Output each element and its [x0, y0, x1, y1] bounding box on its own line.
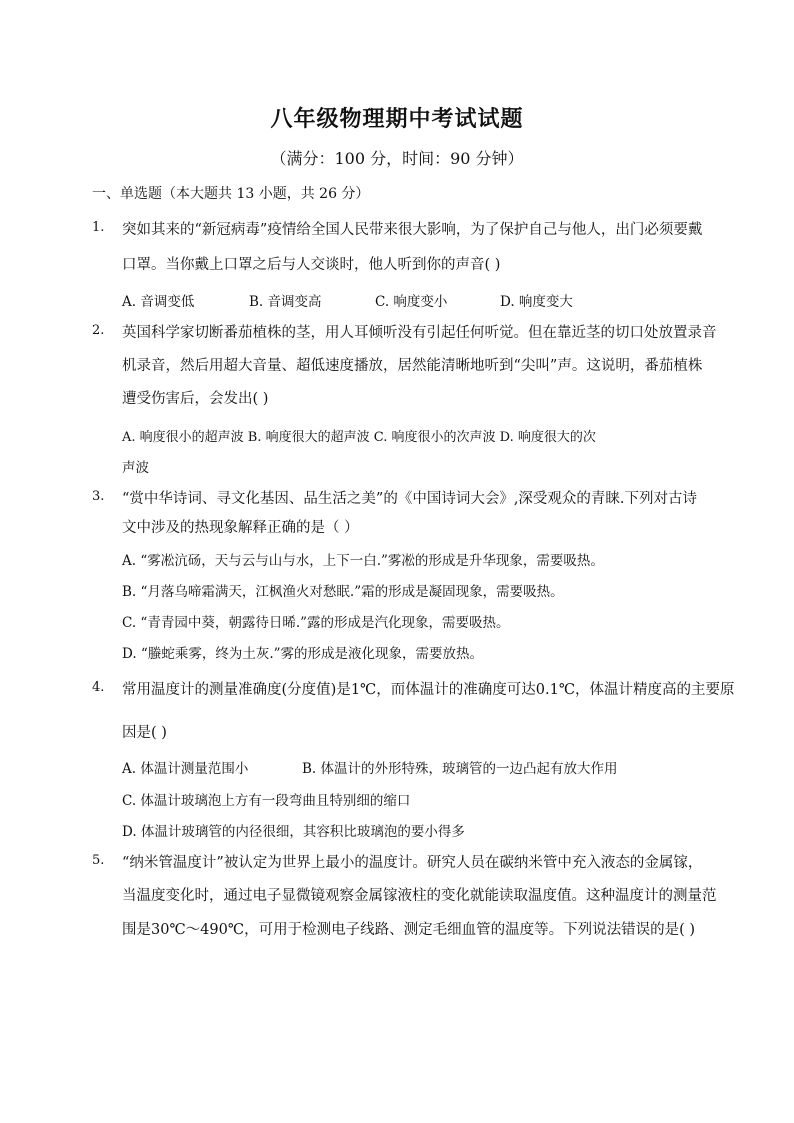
- option-d: D. 体温计玻璃管的内径很细，其容积比玻璃泡的要小得多: [122, 824, 465, 840]
- option-b: B. 体温计的外形特殊，玻璃管的一边凸起有放大作用: [302, 761, 618, 777]
- option-a: A. “雾凇沆砀，天与云与山与水，上下一白.”雾凇的形成是升华现象，需要吸热。: [122, 553, 604, 569]
- option-a: A. 音调变低: [122, 294, 195, 310]
- options-row: A. 响度很小的超声波 B. 响度很大的超声波 C. 响度很小的次声波 D. 响度很大的次: [122, 430, 596, 445]
- question-text-line: “赏中华诗词、寻文化基因、品生活之美”的《中国诗词大会》,深受观众的青睐.下列对古诗: [122, 491, 698, 507]
- option-b: B. “月落乌啼霜满天，江枫渔火对愁眠.”霜的形成是凝固现象，需要吸热。: [122, 584, 564, 600]
- option-c: C. 体温计玻璃泡上方有一段弯曲且特别细的缩口: [122, 793, 411, 809]
- option-d: D. “螣蛇乘雾，终为土灰.”雾的形成是液化现象，需要放热。: [122, 646, 484, 662]
- option-c: C. “青青园中葵，朝露待日晞.”露的形成是汽化现象，需要吸热。: [122, 615, 510, 631]
- option-d: D. 响度变大: [500, 294, 573, 310]
- option-c: C. 响度变小: [375, 294, 448, 310]
- question-number: 3.: [92, 489, 105, 504]
- question-text-line: 常用温度计的测量准确度(分度值)是1℃，而体温计的准确度可达0.1℃，体温计精度高的主要原: [122, 682, 735, 698]
- question-number: 4.: [92, 680, 105, 695]
- question-text-line: 突如其来的“新冠病毒”疫情给全国人民带来很大影响，为了保护自己与他人，出门必须要戴: [122, 222, 703, 238]
- question-number: 5.: [92, 853, 105, 868]
- option-b: B. 音调变高: [249, 294, 322, 310]
- exam-subtitle: （满分：100 分，时间：90 分钟）: [270, 149, 524, 168]
- question-text-line: 英国科学家切断番茄植株的茎，用人耳倾听没有引起任何听觉。但在靠近茎的切口处放置录音: [122, 325, 717, 341]
- question-text-line: 遭受伤害后，会发出( ): [122, 391, 269, 407]
- question-number: 2.: [92, 323, 105, 338]
- question-text-line: “纳米管温度计”被认定为世界上最小的温度计。研究人员在碳纳米管中充入液态的金属镓，: [122, 855, 703, 871]
- question-text-line: 机录音，然后用超大音量、超低速度播放，居然能清晰地听到“尖叫”声。这说明，番茄植株: [122, 358, 703, 374]
- section-heading: 一、单选题（本大题共 13 小题，共 26 分）: [92, 186, 370, 202]
- question-text-line: 当温度变化时，通过电子显微镜观察金属镓液柱的变化就能读取温度值。这种温度计的测量范: [122, 888, 717, 904]
- question-text-line: 文中涉及的热现象解释正确的是（ ）: [122, 520, 359, 536]
- option-continuation: 声波: [122, 460, 149, 476]
- option-a: A. 体温计测量范围小: [122, 761, 249, 777]
- question-number: 1.: [92, 220, 105, 235]
- question-text-line: 围是30℃～490℃，可用于检测电子线路、测定毛细血管的温度等。下列说法错误的是( ): [122, 922, 695, 938]
- question-text-line: 因是( ): [122, 725, 167, 741]
- exam-title: 八年级物理期中考试试题: [270, 106, 524, 132]
- question-text-line: 口罩。当你戴上口罩之后与人交谈时，他人听到你的声音( ): [122, 257, 501, 273]
